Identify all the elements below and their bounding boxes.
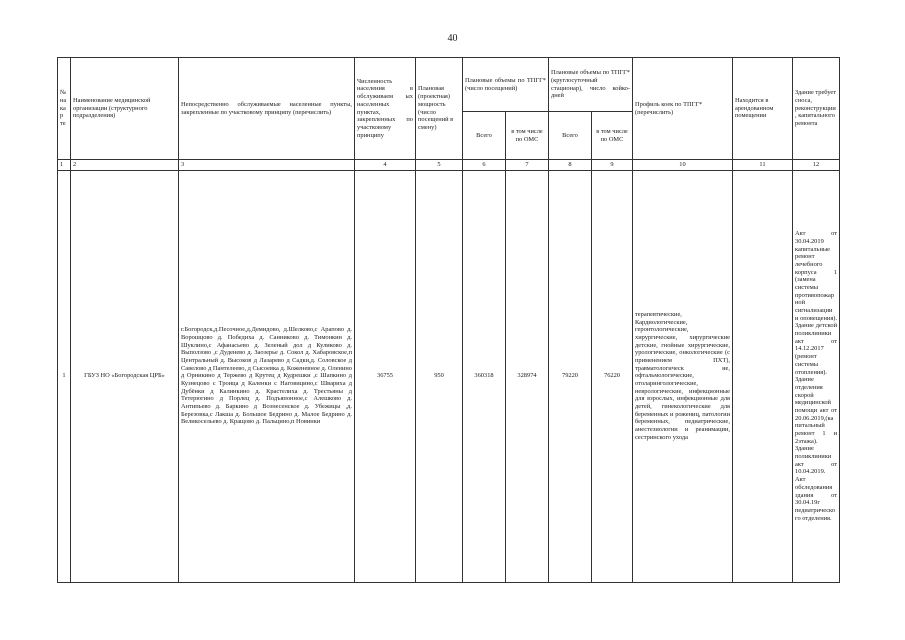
header-col-1: № на кар те [58,58,71,160]
header-row-1 [58,58,840,112]
page-number: 40 [447,33,458,44]
header-group-beddays: Плановые объемы по ТПГГ* (круглосуточный стационар), число койко-дней [549,58,633,112]
header-col-10: Профиль коек по ТПГГ* (перечислить) [633,58,733,160]
colnum-7: 7 [506,160,549,171]
org-name: ГБУЗ НО «Богородская ЦРБ» [71,170,179,582]
capacity-value: 950 [416,170,463,582]
header-col-4: Численность населения в обслуживаем ых населенных пунктах, закрепленных по участковому принципу [355,58,416,160]
header-beddays-total: Всего [549,112,592,160]
visits-oms-value: 328974 [506,170,549,582]
colnum-10: 10 [633,160,733,171]
colnum-1: 1 [58,160,71,171]
colnum-6: 6 [463,160,506,171]
colnum-8: 8 [549,160,592,171]
leased-value [733,170,793,582]
header-col-11: Находится в арендованном помещении [733,58,793,160]
beddays-total-value: 79220 [549,170,592,582]
colnum-9: 9 [592,160,633,171]
table-row [58,170,840,582]
settlements-list: г.Богородск,д.Песочное,д.Демидово, д.Шелково,с Арапово д. Ворошцово д. Победиха д. Санниково д. Тимонкин д. Шуклино,с Афанасьево д. Зеленый дол д Куликово д. Выползово ,с Дуденево д. Заозерье д. Сокол д. Хабаровское,п Центральный д. Высоков д Лазарево д Садки,д. Соловское д Савелово д Пантелеево, д Сысоевка д. Коженевное д. Оленино д Орникино д Тержево д Крутец д Кудрешки ,с Шапкино д Кузнецово с Троица д Каленки с Наговицино,с Шварихa д Дубёнки д Калинкино д. Крастелиха д. Трестьяны д Тетерюгино д Порлец д. Подъяпонное,с Алешково д. Антипьево д. Баркино д Вознесенское д. Убежицы ,д. Березовка,с Лакша д. Большое Бедрино д. Малое Бедрино д. Великосельево д. Кращово д. Пальцино,п Новинки [179,170,355,582]
colnum-3: 3 [179,160,355,171]
header-col-2: Наименование медицинской организации (структурного подразделения) [71,58,179,160]
header-beddays-oms: в том числе по ОМС [592,112,633,160]
row-number: 1 [58,170,71,582]
header-col-3: Непосредственно обслуживаемые населенные пункты, закрепленные по участковому принципу (перечислить) [179,58,355,160]
visits-total-value: 360318 [463,170,506,582]
header-group-visits: Плановые объемы по ТПГГ* (число посещений) [463,58,549,112]
column-number-row [58,160,840,171]
facility-table [57,57,840,583]
bed-profile-list: терапевтические, Кардиологические, геронтологические, хирургические, хирургические детские, гнойные хирургические, урологические, онкологические (с применением ПХТ), травматологическ ие, офтальмологические, отоларингологические, неврологические, инфекционные для взрослых, инфекционные для детей, гинекологические для беременных и рожениц, патологии беременных, педиатрические, анестезиологии и реанимации, сестринского ухода [633,170,733,582]
colnum-4: 4 [355,160,416,171]
header-visits-total: Всего [463,112,506,160]
colnum-11: 11 [733,160,793,171]
reconstruction-notes: Акт от 30.04.2019 капитальные ремонт лечебного корпуса 1 (замена системы противопожар ной сигнализации и оповещения). Здание детской поликлиники акт от 14.12.2017 (ремонт системы отопления). Здание отделения скорой медицинской помощи акт от 20.06.2019,(ка питальный ремонт 1 и 2этажа). Здание поликлиники акт от 10.04.2019. Акт обследования здания от 30.04.19г педиатрическо го отделения. [793,170,840,582]
colnum-12: 12 [793,160,840,171]
beddays-oms-value: 76220 [592,170,633,582]
colnum-5: 5 [416,160,463,171]
header-col-12: Здание требует сноса, реконструкции, капитального ремонта [793,58,840,160]
header-col-5: Плановая (проектная) мощность (число посещений в смену) [416,58,463,160]
header-visits-oms: в том числе по ОМС [506,112,549,160]
colnum-2: 2 [71,160,179,171]
population-value: 36755 [355,170,416,582]
